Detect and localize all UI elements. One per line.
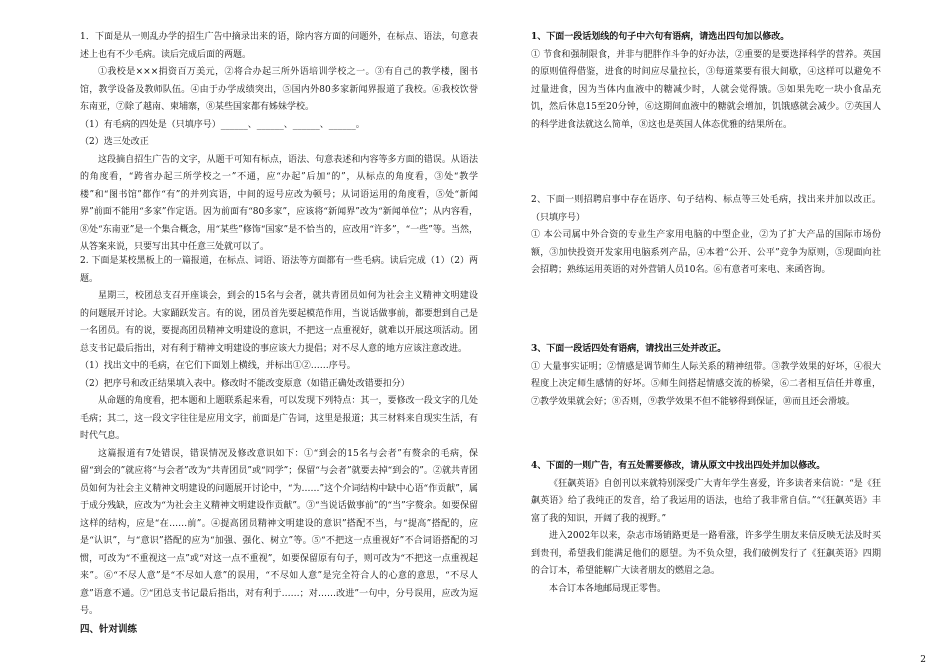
exercise-3-block <box>531 341 881 411</box>
question-2-analysis-2: 这篇报道有7处错误，错误情况及修改意识如下：①“到会的15名与会者”有赘余的毛病，保留“到会的”就应将“与会者”改为“共青团员”或“同学”；保留“与会者”就要去掉“到会的”。②就共青团员如何为社会主义精神文明建设的问题展开讨论中，“为……”这个介词结构中缺中心语“作贡献”，属于成分残缺，应改为“为社会主义精神文明建设作贡献”。③“当说话做事前”的“当”字赘余。如要保留这样的结构，应是“在……前”。④提高团员精神文明建设的意识”搭配不当，与“提高”搭配的，应是“认识”，与“意识”搭配的应为“加强、强化、树立”等。⑤“不把这一点重视好”不合词语搭配的习惯，可改为“不重视这一点”或“对这一点不重视”，如要保留原有句子，则可改为“不把这一点重视起来”。⑥“不尽人意”是“不尽如人意”的误用，“不尽如人意”是完全符合人的心意的意思，“不尽人意”语意不通。⑦“团总支书记最后指出，对有利于……；对……改进”一句中，分号误用，应改为逗号。 <box>80 448 478 616</box>
exercise-4-block <box>531 458 881 598</box>
exercise-3-title: 3、下面一段话四处有语病，请找出三处并改正。 <box>531 344 727 354</box>
question-1-sub2: （2）选三处改正 <box>80 137 149 147</box>
section-title: 四、针对训练 <box>80 624 138 635</box>
exercise-1-text: ① 节食和强制限食，并非与肥胖作斗争的好办法，②重要的是要选择科学的营养。英国的原则值得借鉴，进食的时间应尽量拉长，③每道菜要有很大间歇，④这样可以避免不过量进食，因为当体内血液中的糖减少时，人就会觉得饿。⑤如果先吃一块小食品充饥，然后休息15至20分钟，⑥这期间血液中的糖就会增加，饥饿感就会减少。⑦英国人的科学进食法就这么简单，⑧这也是英国人体态优雅的结果所在。 <box>531 49 881 130</box>
exercise-1-title: 1、下面一段话划线的句子中六句有语病，请选出四句加以修改。 <box>531 32 790 42</box>
question-2-sub2: （2）把序号和改正结果填入表中。修改时不能改变原意（如错正确处改错要扣分） <box>80 378 410 389</box>
question-2-sub1: （1）找出文中的毛病，在它们下面划上横线，并标出①②……序号。 <box>80 361 356 371</box>
page-number: 2 <box>920 655 926 665</box>
exercise-4-paragraph-1: 《狂飙英语》自创刊以来就特别深受广大青年学生喜爱，许多读者来信说：“是《狂飙英语》给了我纯正的发音，给了我运用的语法，也给了我非常自信。”“《狂飙英语》丰富了我的知识，开阔了我的视野。” <box>531 478 881 524</box>
exercise-3-text: ① 大量事实证明；②情感是调节师生人际关系的精神纽带。③教学效果的好坏，④很大程度上决定师生感情的好坏。⑤师生间搭起情感交流的桥梁，⑥二者相互信任并尊重，⑦教学效果就会好；⑧否则，⑨教学效果不但不能够得到保证，⑩而且还会滑坡。 <box>531 361 881 407</box>
exercise-2-text: ① 本公司属中外合资的专业生产家用电脑的中型企业，②为了扩大产品的国际市场份额，③加快投资开发家用电脑系列产品，④本着“公开、公平”竞争为原则，⑤现面向社会招聘；熟练运用英语的对外营销人员10名。⑥有意者可来电、来函咨询。 <box>531 230 881 275</box>
question-2-analysis-1: 从命题的角度看，把本题和上题联系起来看，可以发现下列特点：其一，要修改一段文字的几处毛病；其二，这一段文字往往是应用文字，前面是广告词，这里是报道；其三材料来自现实生活，有时代气息。 <box>80 396 478 441</box>
question-1-stem: 1．下面是从一则乱办学的招生广告中摘录出来的语，除内容方面的问题外，在标点、语法，句意表述上也有不少毛病。读后完成后面的两题。 <box>80 32 478 60</box>
question-2-text: 星期三，校团总支召开座谈会，到会的15名与会者，就共青团员如何为社会主义精神文明建设的问题展开讨论。大家踊跃发言。有的说，团员首先要起模范作用，当说话做事前，都要想到自己是一名团员。有的说，要提高团员精神文明建设的意识，不把这一点重视好，就难以开展这项活动。团总支书记最后指出，对有利于精神文明建设的事应该大力提倡；对不尽人意的地方应该注意改进。 <box>80 291 478 354</box>
question-2-stem: 2. 下面是某校黑板上的一篇报道，在标点、词语、语法等方面都有一些毛病。读后完成（1）（2）两题。 <box>80 256 478 284</box>
question-1-sub1: （1）有毛病的四处是（只填序号）______、______、______、______。 <box>80 119 365 130</box>
exercise-4-paragraph-2: 进入2002年以来，杂志市场销路更是一路看涨，许多学生朋友来信反映无法及时买到贵刊，希望我们能满足他们的愿望。为不负众望，我们破例发行了《狂飙英语》四期的合订本，希望能解广大读者朋友的燃眉之急。 <box>531 531 881 576</box>
exercise-1-block <box>531 29 881 134</box>
question-1-block <box>80 29 478 257</box>
question-1-analysis: 这段摘自招生广告的文字，从题干可知有标点，语法、句意表述和内容等多方面的错误。从语法的角度看，“跨省办起三所学校之一”不通，应“办起”后加“的”，从标点的角度看，③处“教学楼”和“图书馆”都作“有”的并列宾语，中间的逗号应改为顿号；从词语运用的角度看，⑤处“新闻界”前面不能用“多家”作定语。因为前面有“80多家”，应该将“新闻界”改为“新闻单位”；从内容看，⑧处“东南亚”是一个集合概念，用“某些”修饰“国家”是不恰当的，应改用“许多”，“一些”等。当然，从答案来说，只要写出其中任意三处就可以了。 <box>80 154 478 252</box>
question-2-block <box>80 253 478 621</box>
exercise-4-paragraph-3: 本合订本各地邮局现正零售。 <box>549 583 667 594</box>
exercise-2-block <box>531 192 881 280</box>
exercise-2-title: 2、下面一则招聘启事中存在语序、句子结构、标点等三处毛病，找出来并加以改正。（只填序号） <box>531 195 881 223</box>
exercise-4-title: 4、下面的一则广告，有五处需要修改，请从原文中找出四处并加以修改。 <box>531 461 826 471</box>
question-1-text: ①我校是×××捐资百万美元，②将合办起三所外语培训学校之一。③有自己的教学楼，图书馆，教学设备及教师队伍。④由于办学成绩突出，⑤国内外80多家新闻界报道了我校。⑥我校饮誉东南亚，⑦除了越南、柬埔寨，⑧某些国家都有姊妹学校。 <box>80 67 478 112</box>
